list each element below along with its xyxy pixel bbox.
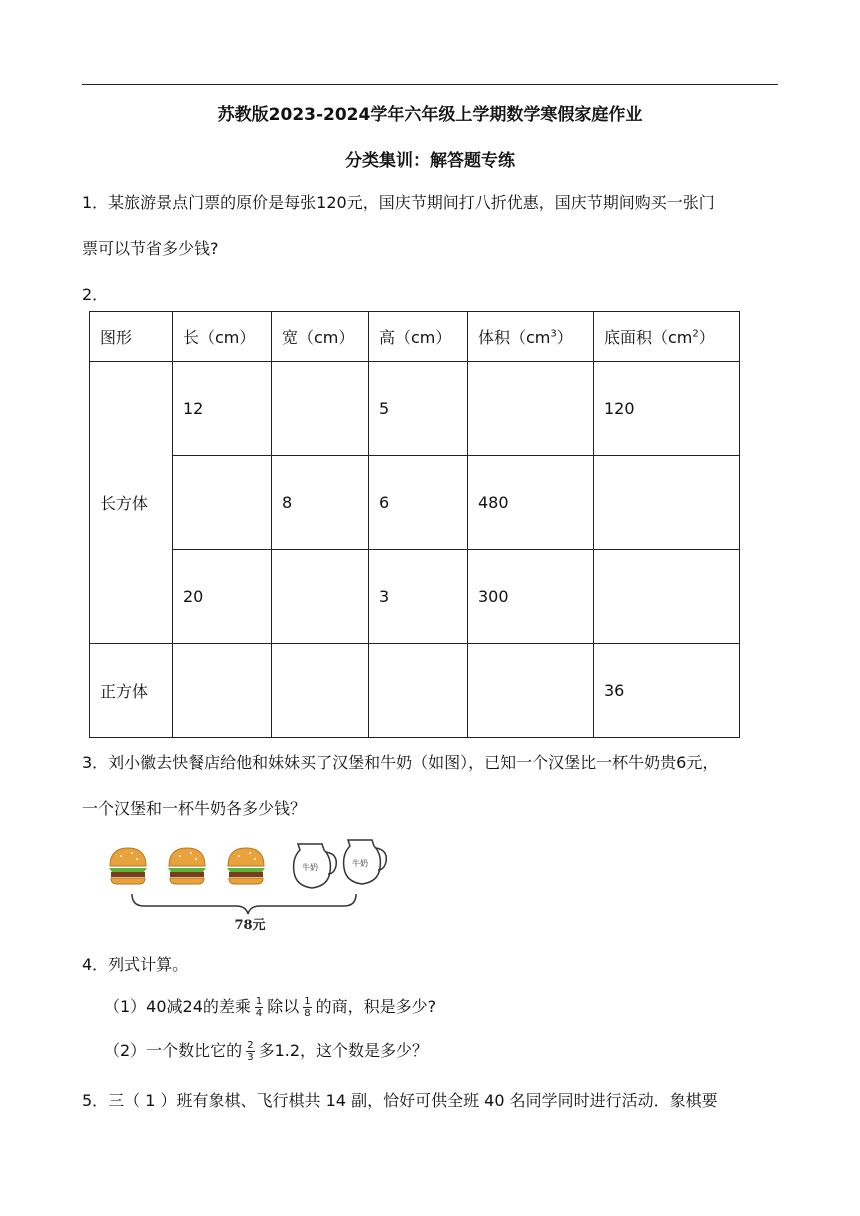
page-subtitle: 分类集训：解答题专练 (345, 151, 515, 171)
hamburger-icon (227, 848, 265, 884)
milk-jug-icon (294, 844, 337, 888)
table-cell: 3 (369, 550, 468, 644)
table-cell (594, 456, 740, 550)
table-cell: 12 (173, 362, 272, 456)
table-cell (272, 550, 369, 644)
q2-label: 2． (82, 285, 109, 304)
table-cell (594, 550, 740, 644)
q5-line1: 5．三（ 1 ）班有象棋、飞行棋共 14 副，恰好可供全班 40 名同学同时进行活动．象棋要 (82, 1091, 718, 1110)
q4-title: 4．列式计算。 (82, 955, 189, 974)
table-cell (173, 456, 272, 550)
q3-line2: 一个汉堡和一杯牛奶各多少钱？ (82, 799, 307, 818)
table-row (90, 644, 740, 738)
table-header-row (90, 312, 740, 362)
page-title: 苏教版2023-2024学年六年级上学期数学寒假家庭作业 (217, 105, 643, 125)
header-cell: 图形 (90, 312, 173, 362)
table-row (90, 550, 740, 644)
header-cell: 底面积$(cm^2)$ (594, 312, 740, 362)
table-cell: 300 (468, 550, 594, 644)
fraction: $\frac{2}{3}$ (247, 1040, 254, 1063)
table-row (90, 456, 740, 550)
total-brace (132, 894, 356, 914)
q3-line1: 3．刘小徽去快餐店给他和妹妹买了汉堡和牛奶（如图），已知一个汉堡比一杯牛奶贵6元， (82, 753, 719, 772)
table-cell (369, 644, 468, 738)
q1-line1: 1．某旅游景点门票的原价是每张120元，国庆节期间打八折优惠，国庆节期间购买一张门 (82, 193, 715, 212)
header-cell: 体积$(cm^3)$ (468, 312, 594, 362)
hamburger-icon (168, 848, 206, 884)
table-cell (272, 644, 369, 738)
table-cell (173, 644, 272, 738)
fraction: $\frac{1}{8}$ (304, 996, 311, 1019)
table-row (90, 362, 740, 456)
shape-cell: 长方体 (90, 362, 173, 644)
table-cell: 480 (468, 456, 594, 550)
header-cell: 宽（cm） (272, 312, 369, 362)
q1-line2: 票可以节省多少钱? (82, 239, 219, 258)
table-cell (468, 644, 594, 738)
table-cell: 120 (594, 362, 740, 456)
table-cell (468, 362, 594, 456)
jug-label: 牛奶 (352, 859, 368, 868)
milk-jug-icon (344, 840, 387, 884)
header-rule (82, 84, 778, 85)
q4-part2: （2）一个数比它的 $\frac{2}{3}$ 多1.2，这个数是多少？ (104, 1040, 429, 1063)
q4-part1: （1）40减24的差乘 $\frac{1}{4}$ 除以 $\frac{1}{8}$ 的商，积是多少? (104, 996, 437, 1019)
total-price-label: 78元 (234, 918, 266, 933)
jug-label: 牛奶 (302, 863, 318, 872)
table-cell: 20 (173, 550, 272, 644)
table-cell: 6 (369, 456, 468, 550)
table-cell: 5 (369, 362, 468, 456)
shape-cell: 正方体 (90, 644, 173, 738)
table-cell (272, 362, 369, 456)
table-cell: 36 (594, 644, 740, 738)
table-cell: 8 (272, 456, 369, 550)
header-cell: 长（cm） (173, 312, 272, 362)
burger-milk-illustration (100, 834, 400, 938)
data-table (89, 311, 740, 738)
header-cell: 高（cm） (369, 312, 468, 362)
hamburger-icon (109, 848, 147, 884)
fraction: $\frac{1}{4}$ (255, 996, 263, 1019)
